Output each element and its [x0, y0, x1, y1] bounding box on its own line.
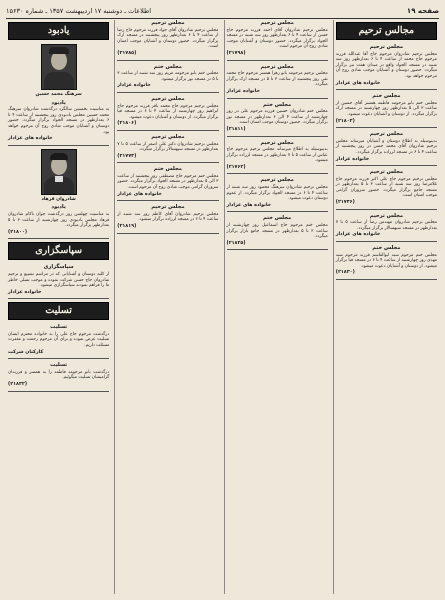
notice-body: به مناسبت نخستین سالگرد درگذشت شادروان سرهنگ محمد حسین مجلس یادبودی روز پنجشنبه از ساعت ۴ تا ۶ بعدازظهر در مسجد الجواد برگزار میگردد. حضور دوستان و آشنایان موجب شادی روح آن مرحوم خواهد بود.	[8, 107, 110, 135]
notice-body: مجلس ترحیم مرحومه بانو زهرا همسر مرحوم حاج محمد تقی روز پنجشنبه از ساعت ۳ تا ۵ در مسجد ارک برگزار میگردد.	[226, 71, 328, 88]
notice-title: یادبود	[51, 99, 66, 106]
notice-item	[117, 64, 218, 93]
notice-title: مجلس ختم	[372, 93, 401, 100]
notice-body: مجلس ترحیم شادروان آقای احمد فرزند مرحوم حاج حسن از ساعت ۴ تا ۶ بعدازظهر روز سه شنبه در مسجد الجواد برگزار میگردد. حضور دوستان و آشنایان موجب شادی روح آن مرحوم است.	[226, 27, 328, 50]
notice-item	[8, 100, 109, 146]
notice-signature: (۲۱۸۴۲)	[8, 382, 28, 388]
notice-body: مجلس ترحیم شادروان مرحوم حاج آقا عبدالله فرزند مرحوم حاج محمد از ساعت ۴ تا ۶ بعدازظهر روز سه شنبه در مسجد الجواد واقع در میدان هفت تیر برگزار میگردد. حضور دوستان و آشنایان موجب شادی روح آن مرحوم خواهد بود.	[335, 51, 437, 79]
section-heading-yadbood: یادبود	[8, 22, 109, 40]
notice-title: مجلس ترحیم	[260, 139, 294, 146]
notice-title: مجلس ترحیم	[260, 177, 294, 184]
notice-signature: خانواده عزادار	[117, 83, 151, 89]
notice-item	[8, 362, 109, 391]
notice-item	[117, 166, 218, 201]
notices-col4c	[8, 264, 109, 299]
notice-signature: (۲۱۸۲۵)	[226, 240, 246, 246]
notices-col2	[227, 20, 328, 250]
section-heading-sepas: سپاسگزاری	[8, 242, 109, 260]
notice-signature: (۲۱۷۸۵)	[117, 50, 137, 56]
column-4	[6, 20, 111, 594]
notice-body: مجلس ختم مرحوم حاج اسماعیل روز چهارشنبه از ساعت ۳ تا ۵ بعدازظهر در مسجد جامع بازار برگزار میگردد.	[226, 223, 328, 240]
notice-body: درگذشت مرحوم حاج علی را به خانواده محترم ایشان تسلیت عرض نموده و برای آن مرحوم رحمت و مغفرت مسئلت داریم.	[8, 331, 110, 349]
notice-title: مجلس ختم	[153, 166, 182, 173]
notice-title: مجلس ختم	[263, 101, 292, 108]
notice-body: مجلس ختم بانو مرحومه مریم روز سه شنبه از ساعت ۳ تا ۵ در مسجد نور برگزار میشود.	[117, 71, 219, 82]
columns	[6, 20, 439, 594]
notice-body: مجلس ترحیم شادروان مهندس رضا از ساعت ۵ تا ۷ بعدازظهر در مسجد سپهسالار برگزار میگردد.	[335, 220, 438, 231]
notice-item	[227, 215, 328, 250]
notice-body: مجلس ختم شادروان حسین فرزند مرحوم علی در روز چهارشنبه از ساعت ۴ الی ۶ بعدازظهر در مسجد نور برگزار میگردد. حضور دوستان موجب امتنان است.	[226, 109, 328, 126]
notice-item	[336, 245, 437, 280]
notice-item	[227, 20, 328, 61]
notice-title: تسلیت	[50, 324, 68, 331]
notice-item	[117, 204, 218, 233]
notice-signature: (۲۱۸۰۲)	[335, 118, 355, 124]
notice-title: مجلس ترحیم	[151, 204, 185, 211]
notice-title: یادبود	[51, 204, 66, 211]
notice-signature: خانواده های عزادار	[226, 202, 272, 208]
notice-signature: خانواده های عزادار	[117, 191, 162, 197]
column-1	[333, 20, 439, 594]
notices-col3	[117, 20, 218, 234]
notice-title: مجلس ختم	[372, 245, 401, 252]
notice-body: بدینوسیله به اطلاع دوستان و آشنایان میرساند مجلس ترحیم شادروان آقای محمد حسن در روز پنجشنبه از ساعت ۴ تا ۶ در مسجد لرزاده برگزار میگردد.	[335, 138, 437, 155]
notice-signature: (۲۱۷۹۸)	[226, 50, 246, 56]
column-3	[114, 20, 220, 594]
notice-signature: خانواده های عزادار	[335, 80, 381, 86]
notice-item	[336, 131, 437, 166]
notice-item	[117, 20, 218, 61]
notice-signature: کارکنان شرکت	[8, 349, 44, 355]
notice-signature: (۲۱۷۷۳)	[117, 153, 137, 159]
page-header	[6, 4, 439, 19]
notice-item	[227, 140, 328, 175]
notice-title: مجلس ترحیم	[260, 20, 294, 26]
notice-item	[336, 44, 437, 90]
notice-title: مجلس ترحیم	[369, 212, 404, 219]
column-2	[224, 20, 330, 594]
notice-item	[8, 264, 109, 299]
notice-signature: (۲۱۸۰۶)	[117, 121, 137, 127]
section-heading-majales: مجالس ترحیم	[336, 22, 437, 40]
notice-item	[227, 177, 328, 212]
notice-title: مجلس ترحیم	[151, 133, 185, 140]
notice-title: مجلس ترحیم	[151, 95, 185, 102]
notice-body: مجلس ترحیم شادروان آقای کاظم روز سه شنبه از ساعت ۴ تا ۶ در مسجد لرزاده برگزار میشود.	[117, 211, 219, 223]
notice-body: مجلس ترحیم مرحوم حاج محمد باقر فرزند مرحوم حاج ابراهیم روز چهارشنبه از ساعت ۴ تا ۶ در مسجد قبا برگزار میگردد. از دوستان و آشنایان دعوت میشود.	[117, 103, 219, 120]
notice-title: مجلس ترحیم	[369, 131, 404, 138]
notice-body: مجلس ختم مرحوم سید ابوالقاسم فرزند مرحوم سید مهدی روز چهارشنبه از ساعت ۴ تا ۶ در مسجد قبا برگزار میشود. از دوستان و آشنایان دعوت میشود.	[335, 252, 437, 269]
notice-signature: خانواده عزادار	[226, 88, 260, 94]
notice-body: مجلس ختم مرحوم حاج مصطفی روز پنجشنبه از ساعت ۳ الی ۵ بعدازظهر در مسجد الجواد برگزار میگردد. حضور سروران گرامی موجب شادی روح آن مرحوم است.	[117, 173, 219, 191]
notice-body: مجلس ترحیم شادروان دکتر علی اصغر از ساعت ۵ تا ۷ بعدازظهر در مسجد سپهسالار برگزار میگردد.	[117, 141, 219, 153]
notice-signature: خانواده عزادار	[8, 289, 42, 295]
notice-signature: (۲۱۸۳۰)	[335, 270, 355, 276]
notice-signature: خانواده عزادار	[335, 156, 370, 162]
notice-body: مجلس ترحیم شادروان سرهنگ محمود روز سه شنبه از ساعت ۴ تا ۶ در مسجد الجواد برگزار میگردد. از عموم دوستان دعوت میشود.	[226, 185, 328, 202]
notice-body: به مناسبت چهلمین روز درگذشت جوان ناکام شادروان فرهاد مجلس یادبودی روز چهارشنبه از ساعت ۳ تا ۵ بعدازظهر برگزار میگردد.	[8, 211, 110, 229]
notice-item	[117, 134, 218, 163]
notice-item	[336, 169, 437, 210]
notice-signature: خانواده های عزادار	[335, 232, 381, 238]
notice-item	[336, 213, 437, 242]
notice-item	[336, 93, 437, 128]
notices-col4b	[8, 204, 109, 239]
notice-signature: (۲۱۷۴۶)	[335, 200, 355, 206]
notice-item	[8, 324, 109, 359]
notice-title: مجلس ترحیم	[260, 63, 294, 70]
page-number: صفحه ۱۹	[406, 7, 439, 15]
notice-title: مجلس ترحیم	[369, 169, 404, 176]
notice-signature: خانواده های عزادار	[8, 136, 53, 142]
section-heading-taslit: تسلیت	[8, 302, 109, 320]
notice-body: درگذشت بانو مرحومه فاطمه را به همسر و فرزندان گرامیشان تسلیت میگوئیم.	[8, 369, 110, 381]
notice-body: بدینوسیله به اطلاع میرساند مجلس ترحیم مرحوم حاج عباس از ساعت ۵ تا ۷ بعدازظهر در مسجد لرزاده برگزار میشود.	[226, 147, 328, 164]
notice-body: مجلس ترحیم شادروان آقای جواد فرزند مرحوم حاج رضا از ساعت ۴ تا ۶ بعدازظهر روز پنجشنبه در مسجد ارک برگزار میگردد. حضور دوستان و آشنایان موجب امتنان است.	[117, 27, 219, 50]
notice-body: از کلیه دوستان و آشنایانی که در مراسم تشییع و ترحیم شادروان حاج حسن شرکت نموده و موجب تسلی خاطر ما را فراهم نمودند سپاسگزاری میشود.	[8, 271, 110, 289]
notice-title: مجلس ترحیم	[151, 20, 185, 26]
photo-caption-1: سرهنگ محمد حسین	[35, 92, 82, 97]
notice-signature: (۲۱۸۰۰)	[8, 229, 28, 235]
notices-col4d	[8, 324, 109, 391]
notice-item	[117, 96, 218, 131]
portrait-photo-officer	[41, 44, 77, 90]
portrait-photo-young-man	[41, 149, 77, 195]
notice-body: مجلس ختم بانو مرحومه فاطمه همسر آقای حسین از ساعت ۳ الی ۵ بعدازظهر روز چهارشنبه در مسجد ارک برگزار میگردد. از دوستان و آشنایان دعوت میشود.	[335, 100, 437, 117]
notice-signature: (۲۱۸۱۹)	[117, 224, 137, 230]
notice-title: تسلیت	[50, 362, 68, 369]
masthead-date: اطلاعات ـ دوشنبه ۱۷ اردیبهشت ۱۳۵۷ ـ شماره ۱۵۶۳۰	[6, 7, 152, 15]
notice-item	[227, 64, 328, 99]
notice-item	[227, 102, 328, 137]
notices-col1	[336, 44, 437, 280]
notice-title: مجلس ختم	[153, 63, 182, 70]
notice-signature: (۲۱۷۶۲)	[226, 164, 246, 170]
notice-item	[8, 204, 109, 239]
notice-body: مجلس ترحیم مرحوم حاج علی اکبر فرزند مرحوم حاج غلامرضا روز سه شنبه از ساعت ۳ تا ۵ بعدازظهر در مسجد جامع برگزار میگردد. حضور سروران گرامی موجب امتنان است.	[335, 176, 437, 199]
notice-title: مجلس ختم	[263, 215, 292, 222]
notice-title: سپاسگزاری	[43, 264, 74, 271]
notices-col4a	[8, 100, 109, 146]
photo-caption-2: شادروان فرهاد	[41, 196, 76, 202]
notice-title: مجلس ترحیم	[369, 44, 404, 50]
notice-signature: (۲۱۸۱۱)	[226, 126, 246, 132]
